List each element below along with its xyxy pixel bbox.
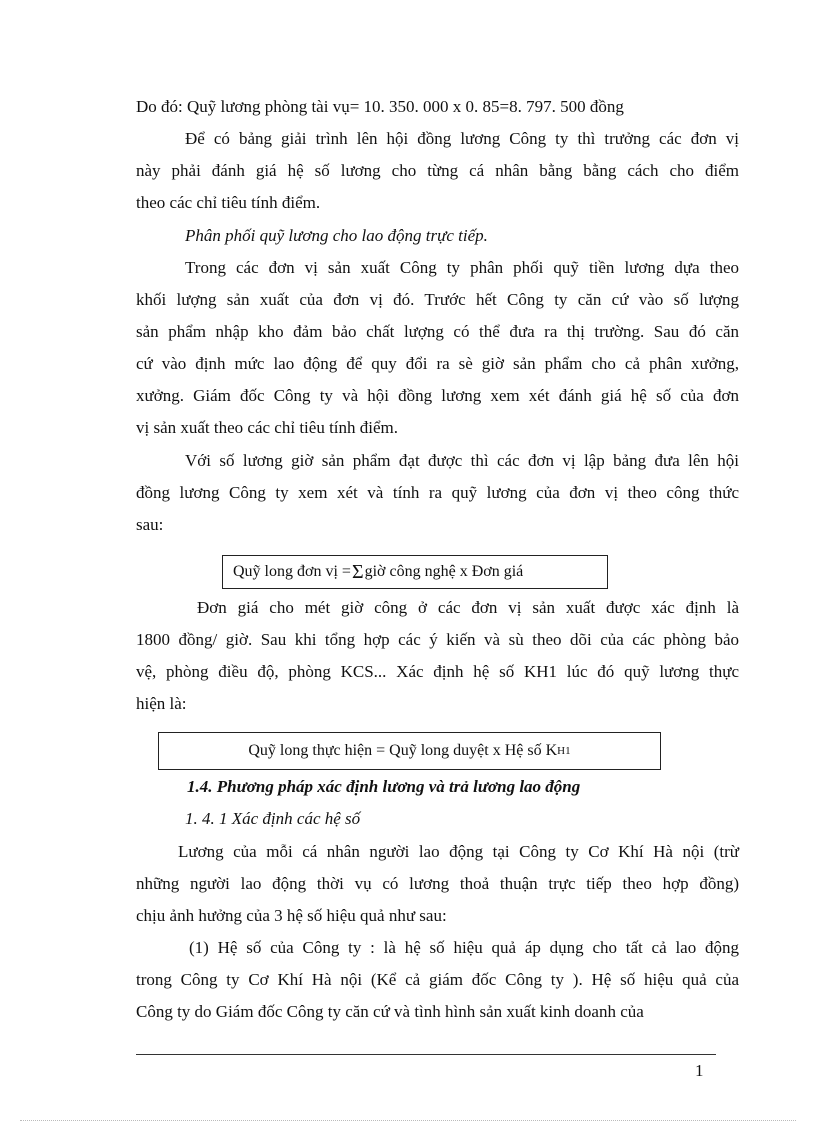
section-subheading: Phân phối quỹ lương cho lao động trực tiếp.: [185, 226, 488, 245]
paragraph-line: Lương của mỗi cá nhân người lao động tại Công ty Cơ Khí Hà nội (trừ: [178, 842, 739, 861]
sigma-symbol: Σ: [351, 561, 364, 583]
paragraph-line: Với số lương giờ sản phẩm đạt được thì các đơn vị lập bảng đưa lên hội: [185, 451, 739, 470]
page-bottom-edge: [20, 1120, 796, 1121]
paragraph-line: xưởng. Giám đốc Công ty và hội đồng lương xem xét đánh giá hệ số của đơn: [136, 386, 739, 405]
page-number: 1: [695, 1061, 704, 1080]
paragraph-line: sản phẩm nhập kho đảm bảo chất lượng có thể đưa ra thị trường. Sau đó căn: [136, 322, 739, 341]
paragraph-line: sau:: [136, 515, 164, 534]
footer-divider: [136, 1054, 716, 1055]
paragraph-line: chịu ảnh hưởng của 3 hệ số hiệu quả như sau:: [136, 906, 447, 925]
formula-text: Quỹ long thực hiện = Quỹ long duyệt x Hệ số K: [248, 742, 558, 759]
formula-subscript: H1: [557, 745, 571, 757]
formula-left: Quỹ long đơn vị =: [233, 563, 351, 580]
paragraph-line: Đơn giá cho mét giờ công ở các đơn vị sản xuất được xác định là: [197, 598, 739, 617]
paragraph-line: trong Công ty Cơ Khí Hà nội (Kể cả giám đốc Công ty ). Hệ số hiệu quả của: [136, 970, 739, 989]
paragraph-line: cứ vào định mức lao động để quy đổi ra sè giờ sản phẩm cho cả phân xưởng,: [136, 354, 739, 373]
subsection-heading: 1. 4. 1 Xác định các hệ số: [185, 809, 361, 828]
paragraph-line: (1) Hệ số của Công ty : là hệ số hiệu quả áp dụng cho tất cả lao động: [189, 938, 739, 957]
paragraph-line: vị sản xuất theo các chỉ tiêu tính điểm.: [136, 418, 399, 437]
paragraph-line: này phải đánh giá hệ số lương cho từng cá nhân bằng bằng cách cho điểm: [136, 161, 739, 180]
paragraph-line: 1800 đồng/ giờ. Sau khi tổng hợp các ý kiến và sù theo dõi của các phòng bảo: [136, 630, 739, 649]
formula-box-actual-fund: [158, 732, 661, 770]
paragraph-line: Do đó: Quỹ lương phòng tài vụ= 10. 350. 000 x 0. 85=8. 797. 500 đồng: [136, 97, 624, 116]
paragraph-line: Trong các đơn vị sản xuất Công ty phân phối quỹ tiền lương dựa theo: [185, 258, 739, 277]
paragraph-line: những người lao động thời vụ có lương thoả thuận trực tiếp theo hợp đồng): [136, 874, 739, 893]
paragraph-line: vệ, phòng điều độ, phòng KCS... Xác định hệ số KH1 lúc đó quỹ lương thực: [136, 662, 739, 681]
paragraph-line: đồng lương Công ty xem xét và tính ra quỹ lương của đơn vị theo công thức: [136, 483, 739, 502]
formula-right: giờ công nghệ x Đơn giá: [364, 563, 524, 580]
section-heading: 1.4. Phương pháp xác định lương và trả lương lao động: [187, 777, 581, 796]
formula-box-unit-fund: [222, 555, 608, 589]
paragraph-line: khối lượng sản xuất của đơn vị đó. Trước hết Công ty căn cứ vào số lượng: [136, 290, 739, 309]
paragraph-line: theo các chỉ tiêu tính điểm.: [136, 193, 321, 212]
paragraph-line: Để có bảng giải trình lên hội đồng lương Công ty thì trưởng các đơn vị: [185, 129, 739, 148]
paragraph-line: hiện là:: [136, 694, 187, 713]
paragraph-line: Công ty do Giám đốc Công ty căn cứ và tình hình sản xuất kinh doanh của: [136, 1002, 644, 1021]
